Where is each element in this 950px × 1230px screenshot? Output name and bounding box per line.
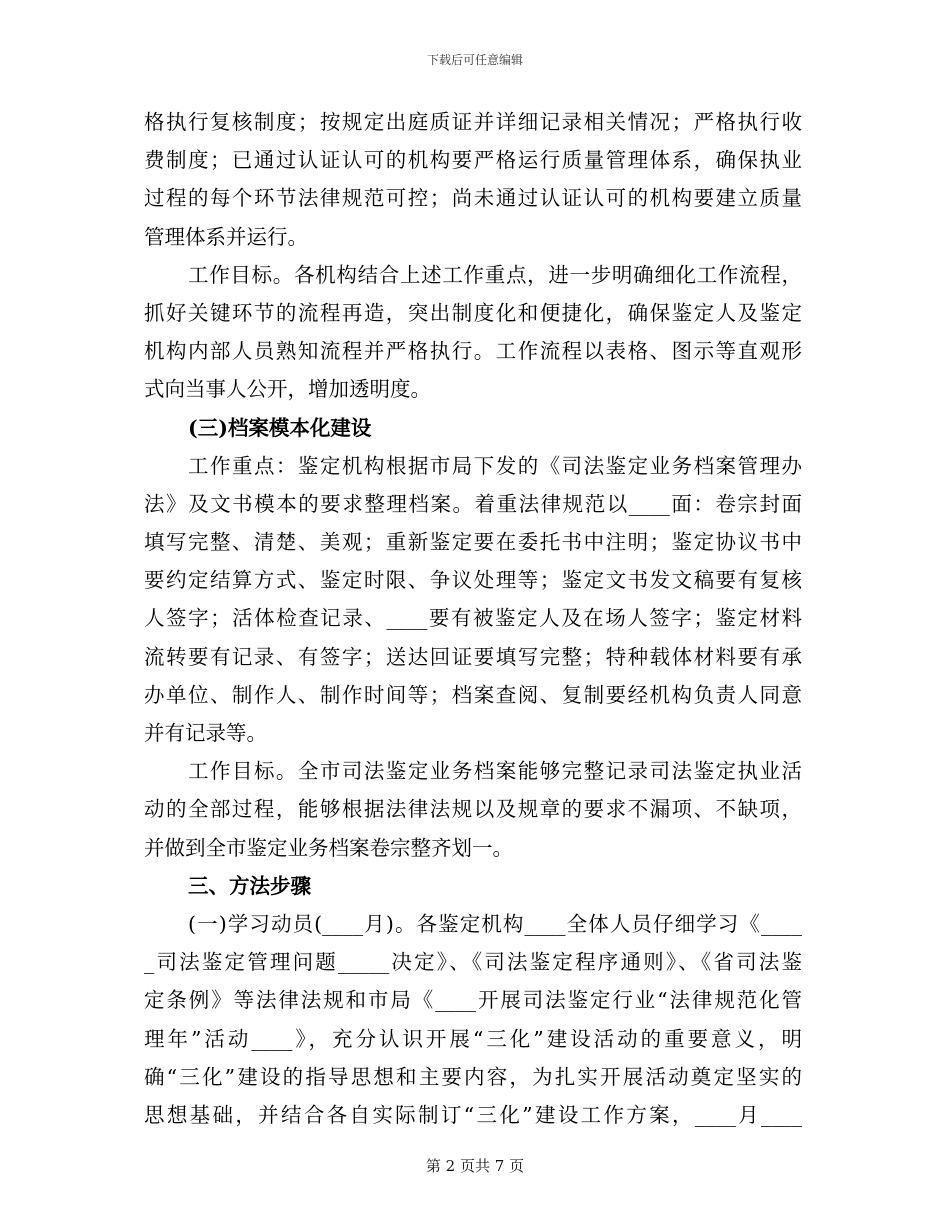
text-line: _司法鉴定管理问题_____决定》、《司法鉴定程序通则》、《省司法鉴 [144,950,802,975]
text-line: 办单位、制作人、制作时间等；档案查阅、复制要经机构负责人同意 [144,682,802,707]
text-line: 法》及文书模本的要求整理档案。着重法律规范以____面：卷宗封面 [144,491,802,516]
text-line: 抓好关键环节的流程再造，突出制度化和便捷化，确保鉴定人及鉴定 [144,300,802,325]
text-line: 并做到全市鉴定业务档案卷宗整齐划一。 [144,835,513,860]
text-line: 要约定结算方式、鉴定时限、争议处理等；鉴定文书发文稿要有复核 [144,568,802,593]
text-line: 人签字；活体检查记录、____要有被鉴定人及在场人签字；鉴定材料 [144,606,802,631]
text-line: 式向当事人公开，增加透明度。 [144,377,431,402]
page-header: 下载后可任意编辑 [426,53,523,67]
text-line: 流转要有记录、有签字；送达回证要填写完整；特种载体材料要有承 [144,644,802,669]
text-line: 动的全部过程，能够根据法律法规以及规章的要求不漏项、不缺项， [144,797,802,822]
text-line: 定条例》等法律法规和市局《____开展司法鉴定行业“法律规范化管 [144,988,802,1013]
text-line: 费制度；已通过认证认可的机构要严格运行质量管理体系，确保执业 [144,148,802,173]
text-line: 思想基础，并结合各自实际制订“三化”建设工作方案，____月____ [144,1102,802,1127]
text-line: 理年”活动____》，充分认识开展“三化”建设活动的重要意义，明 [144,1026,802,1051]
page-number: 第 2 页共 7 页 [425,1157,525,1175]
paragraph-start-line: 工作重点：鉴定机构根据市局下发的《司法鉴定业务档案管理办 [188,453,802,478]
text-line: 过程的每个环节法律规范可控；尚未通过认证认可的机构要建立质量 [144,186,802,211]
paragraph-start-line: 工作目标。全市司法鉴定业务档案能够完整记录司法鉴定执业活 [188,759,802,784]
document-body [144,103,802,1133]
text-line: 机构内部人员熟知流程并严格执行。工作流程以表格、图示等直观形 [144,339,802,364]
text-line: 确“三化”建设的指导思想和主要内容，为扎实开展活动奠定坚实的 [144,1064,802,1089]
section-heading: (三)档案模本化建设 [188,415,372,440]
text-line: 格执行复核制度；按规定出庭质证并详细记录相关情况；严格执行收 [144,110,802,134]
paragraph-start-line: (一)学习动员(____月)。各鉴定机构____全体人员仔细学习《____ [188,911,802,936]
text-line: 管理体系并运行。 [144,224,308,249]
text-line: 并有记录等。 [144,721,267,745]
paragraph-start-line: 工作目标。各机构结合上述工作重点，进一步明确细化工作流程， [188,262,802,287]
chapter-heading: 三、方法步骤 [188,873,311,898]
text-line: 填写完整、清楚、美观；重新鉴定要在委托书中注明；鉴定协议书中 [144,530,802,555]
